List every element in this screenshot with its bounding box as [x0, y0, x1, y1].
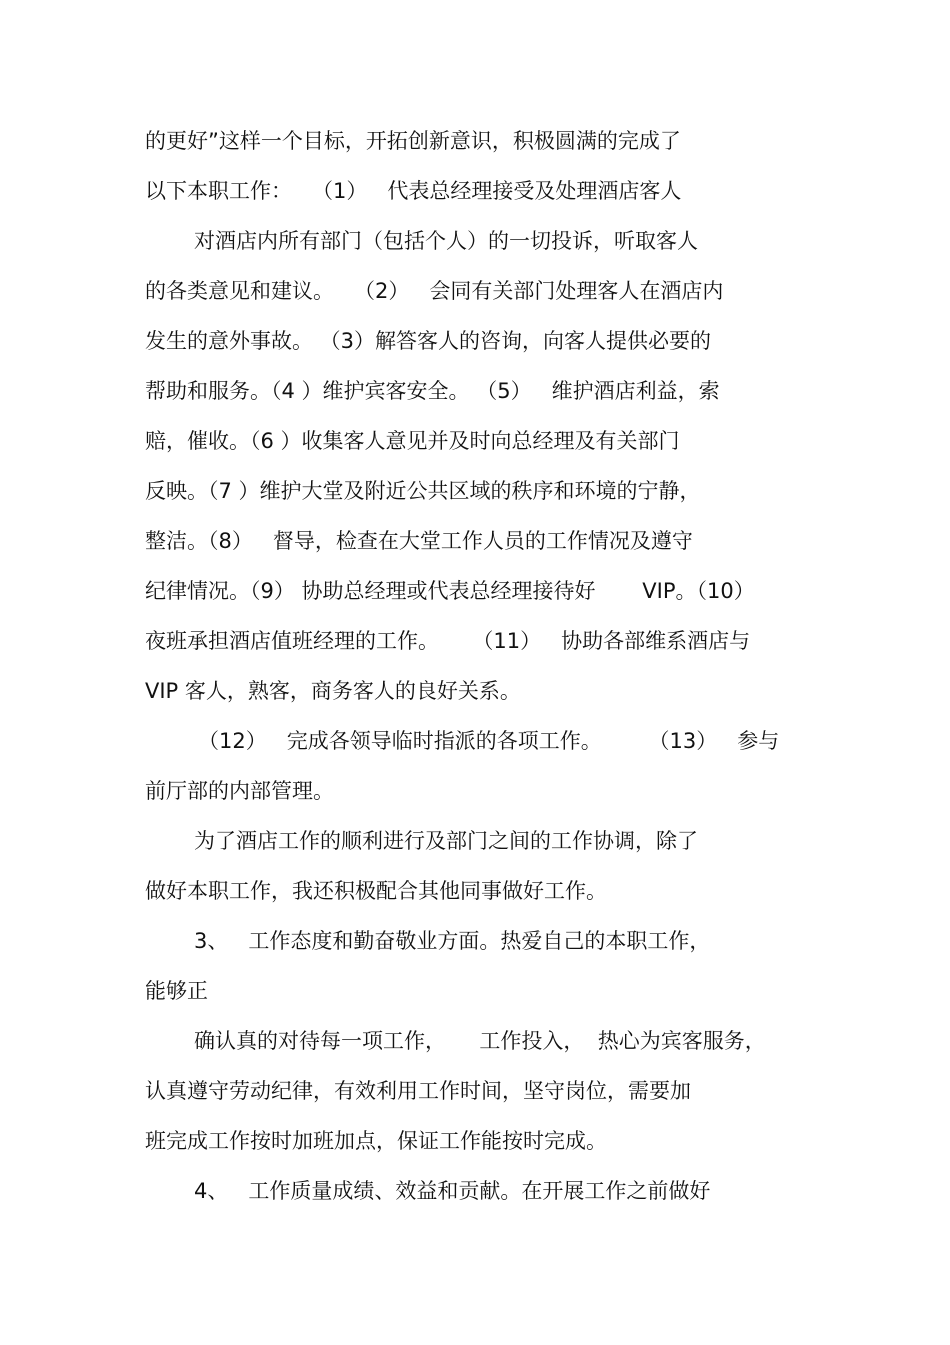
- text-line-22: 4、 工作质量成绩、效益和贡献。在开展工作之前做好: [194, 1179, 711, 1203]
- text-line-15: 为了酒店工作的顺利进行及部门之间的工作协调，除了: [194, 829, 698, 853]
- text-line-6: 帮助和服务。（4 ）维护宾客安全。 （5） 维护酒店利益，索: [145, 379, 720, 403]
- text-line-19: 确认真的对待每一项工作， 工作投入， 热心为宾客服务，: [194, 1029, 766, 1053]
- text-line-1: 的更好”这样一个目标，开拓创新意识，积极圆满的完成了: [145, 129, 681, 153]
- text-line-12: VIP 客人，熟客，商务客人的良好关系。: [145, 679, 521, 703]
- text-line-20: 认真遵守劳动纪律，有效利用工作时间，坚守岗位，需要加: [145, 1079, 691, 1103]
- text-line-18: 能够正: [145, 979, 208, 1003]
- text-line-10: 纪律情况。（9） 协助总经理或代表总经理接待好 VIP。（10）: [145, 579, 755, 603]
- text-line-8: 反映。（7 ）维护大堂及附近公共区域的秩序和环境的宁静，: [145, 479, 701, 503]
- text-line-5: 发生的意外事故。 （3）解答客人的咨询，向客人提供必要的: [145, 329, 712, 353]
- text-line-21: 班完成工作按时加班加点，保证工作能按时完成。: [145, 1129, 607, 1153]
- text-line-3: 对酒店内所有部门（包括个人）的一切投诉，听取客人: [194, 229, 698, 253]
- text-line-9: 整洁。（8） 督导，检查在大堂工作人员的工作情况及遵守: [145, 529, 693, 553]
- text-line-4: 的各类意见和建议。 （2） 会同有关部门处理客人在酒店内: [145, 279, 724, 303]
- text-line-16: 做好本职工作，我还积极配合其他同事做好工作。: [145, 879, 607, 903]
- text-line-13: （12） 完成各领导临时指派的各项工作。 （13） 参与: [198, 729, 780, 753]
- text-line-11: 夜班承担酒店值班经理的工作。 （11） 协助各部维系酒店与: [145, 629, 751, 653]
- text-line-2: 以下本职工作： （1） 代表总经理接受及处理酒店客人: [145, 179, 682, 203]
- text-line-14: 前厅部的内部管理。: [145, 779, 334, 803]
- text-line-17: 3、 工作态度和勤奋敬业方面。热爱自己的本职工作，: [194, 929, 711, 953]
- text-line-7: 赔，催收。（6 ）收集客人意见并及时向总经理及有关部门: [145, 429, 680, 453]
